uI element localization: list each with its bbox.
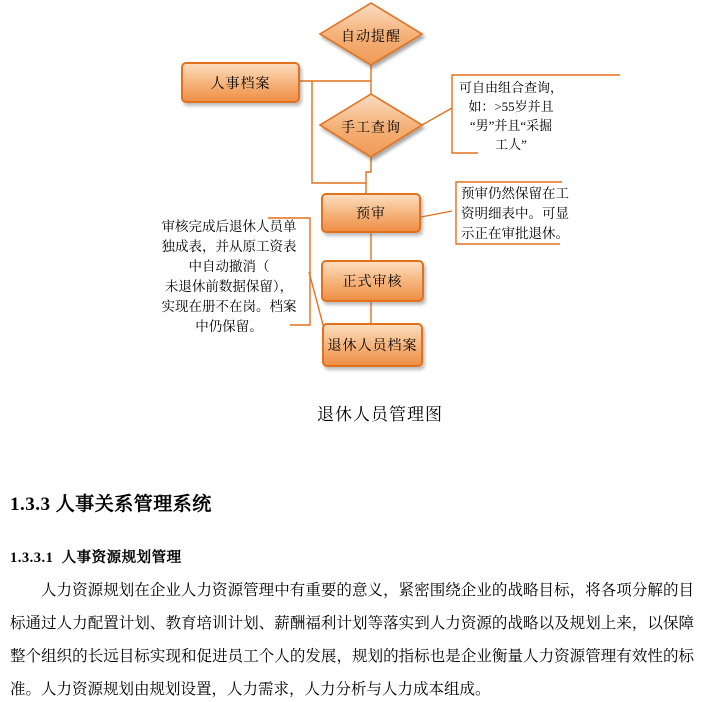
- node-auto-remind-label: 自动提醒: [341, 30, 401, 45]
- callout-archive-note: [153, 217, 305, 337]
- section-heading: 1.3.3 人事关系管理系统: [10, 494, 212, 515]
- leader-line: [421, 211, 452, 217]
- node-personnel-file: [181, 62, 300, 103]
- callout-line: 工人”: [495, 137, 527, 152]
- node-label: 退休人员档案: [327, 339, 418, 354]
- callout-line: 中自动撤消（: [188, 259, 270, 274]
- node-label: 预审: [356, 207, 386, 222]
- callout-query-note: [452, 78, 570, 154]
- callout-line: 实现在册不在岗。档案: [161, 299, 297, 314]
- node-label: 人事档案: [210, 76, 271, 92]
- callout-line: 未退休前数据保留），: [164, 279, 294, 294]
- callout-line: 预审仍然保留在工: [461, 186, 569, 201]
- leader-line: [422, 108, 452, 125]
- body-paragraph: 人力资源规划在企业人力资源管理中有重要的意义，紧密围绕企业的战略目标，将各项分解的目标通过人力配置计划、教育培训计划、薪酬福利计划等落实到人力资源的战略以及规划上来，以保障整个组织的长远目标实现和促进员工个人的发展，规划的指标也是企业衡量人力资源管理有效性的标准。人力资源规划由规划设置，人力需求，人力分析与人力成本组成。: [10, 582, 694, 698]
- node-label: 正式审核: [342, 275, 403, 290]
- figure-caption: 退休人员管理图: [317, 405, 443, 424]
- callout-prereview-note: [461, 184, 581, 244]
- callout-line: 审核完成后退休人员单: [161, 219, 297, 234]
- node-manual-query-label: 手工查询: [341, 121, 401, 136]
- node-formal-review: [321, 260, 424, 302]
- callout-line: “男”并且“采掘: [469, 118, 553, 133]
- connector-line: [366, 157, 371, 193]
- callout-line: 独成表，并从原工资表: [161, 239, 297, 254]
- subsection-heading: 1.3.3.1 人事资源规划管理: [10, 550, 182, 566]
- callout-line: 示正在审批退休。: [461, 226, 569, 241]
- callout-line: 可自由组合查询，: [458, 80, 563, 95]
- callout-line: 中仍保留。: [195, 319, 263, 334]
- node-retired-file: [322, 323, 423, 367]
- node-pre-review: [321, 193, 421, 233]
- callout-line: 资明细表中。可显: [461, 206, 569, 221]
- callout-line: 如：>55岁并且: [468, 99, 554, 114]
